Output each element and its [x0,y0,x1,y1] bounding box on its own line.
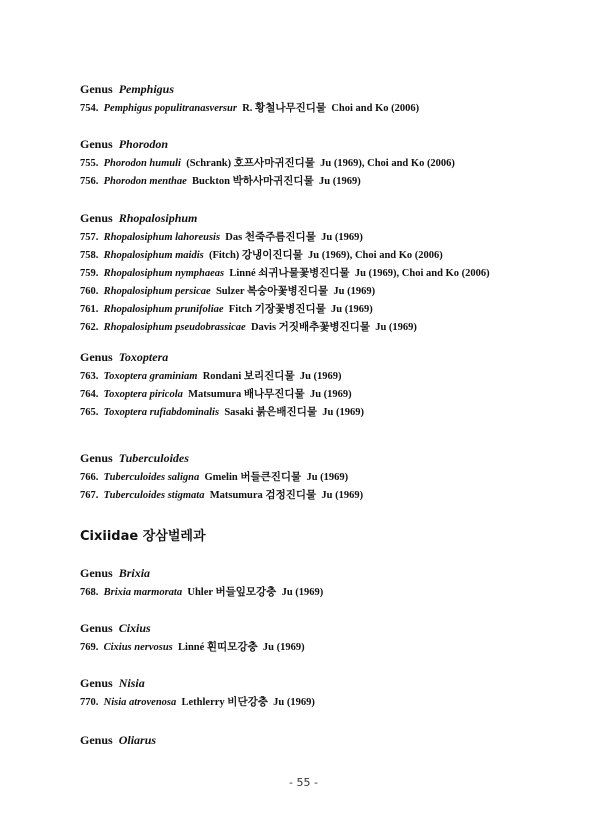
author-name: Rondani [202,371,242,382]
scientific-name: Rhopalosiphum persicae [103,286,211,297]
korean-name: 천죽주름진디물 [244,231,316,243]
author-name: Sulzer [215,286,245,297]
korean-name: 흰띠모강충 [206,641,258,653]
genus-prefix: Genus [80,676,113,690]
korean-name: 비단강충 [227,696,268,708]
author-name: Davis [250,322,277,333]
entry-number: 766. [80,472,99,483]
reference: Ju (1969) [309,389,352,400]
korean-name: 배나무진디물 [243,388,305,400]
scientific-name: Phorodon menthae [103,176,187,187]
scientific-name: Toxoptera rufiabdominalis [103,407,220,418]
genus-prefix: Genus [80,451,113,465]
species-entry [80,247,443,262]
entry-number: 765. [80,407,99,418]
genus-prefix: Genus [80,137,113,151]
author-name: R. [242,103,253,114]
korean-name: 황철나무진디물 [255,102,327,114]
genus-heading [80,451,189,466]
genus-prefix: Genus [80,733,113,747]
genus-heading [80,211,197,226]
korean-name: 기장꽃병진디물 [254,303,326,315]
species-entry [80,265,490,280]
korean-name: 쇠귀나물꽃병진디물 [258,267,350,279]
reference: Ju (1969) [299,371,342,382]
entry-number: 754. [80,103,99,114]
korean-name: 붉은배진디물 [256,406,317,418]
genus-prefix: Genus [80,350,113,364]
genus-prefix: Genus [80,211,113,225]
korean-name: 박하사마귀진디물 [232,175,314,187]
reference: Ju (1969) [306,472,349,483]
entry-number: 761. [80,304,99,315]
genus-name: Nisia [118,676,145,690]
species-entry [80,155,455,170]
species-entry [80,301,373,316]
species-entry [80,283,375,298]
author-name: Lethlerry [181,697,225,708]
species-entry [80,368,342,383]
reference: Ju (1969), Choi and Ko (2006) [354,268,490,279]
entry-number: 769. [80,642,99,653]
scientific-name: Rhopalosiphum pseudobrassicae [103,322,246,333]
reference: Ju (1969) [321,490,364,501]
author-name: Linné [178,642,205,653]
reference: Ju (1969) [333,286,376,297]
entry-number: 770. [80,697,99,708]
author-name: Das [225,232,243,243]
species-entry [80,173,361,188]
species-entry [80,487,363,502]
reference: Ju (1969) [281,587,324,598]
entry-number: 763. [80,371,99,382]
reference: Choi and Ko (2006) [331,103,420,114]
scientific-name: Tuberculoides saligna [103,472,200,483]
scientific-name: Rhopalosiphum lahoreusis [103,232,221,243]
entry-number: 768. [80,587,99,598]
author-name: Sasaki [224,407,254,418]
species-entry [80,469,348,484]
family-heading: Cixiidae 장삼벌레과 [80,529,206,544]
genus-heading [80,566,150,581]
genus-name: Phorodon [118,137,169,151]
entry-number: 762. [80,322,99,333]
species-entry [80,584,323,599]
genus-name: Pemphigus [118,82,175,96]
reference: Ju (1969), Choi and Ko (2006) [308,250,443,261]
reference: Ju (1969) [318,176,361,187]
genus-prefix: Genus [80,82,113,96]
korean-name: 버들잎모강충 [215,586,277,598]
author-name: Buckton [192,176,230,187]
korean-name: 강냉이진디물 [241,249,303,261]
genus-heading [80,82,174,97]
reference: Ju (1969) [331,304,373,315]
genus-heading [80,137,168,152]
scientific-name: Toxoptera graminiam [103,371,198,382]
genus-heading [80,676,145,691]
reference: Ju (1969) [321,232,363,243]
genus-name: Toxoptera [118,350,169,364]
entry-number: 756. [80,176,99,187]
author-name: Fitch [228,304,253,315]
entry-number: 758. [80,250,99,261]
genus-heading [80,350,168,365]
genus-prefix: Genus [80,621,113,635]
entry-number: 757. [80,232,99,243]
genus-heading [80,733,156,748]
page-number: - 55 - [289,776,318,789]
species-entry [80,404,364,419]
genus-prefix: Genus [80,566,113,580]
scientific-name: Cixius nervosus [103,642,173,653]
author-name: Linné [229,268,256,279]
scientific-name: Rhopalosiphum prunifoliae [103,304,224,315]
genus-name: Brixia [118,566,151,580]
scientific-name: Tuberculoides stigmata [103,490,205,501]
entry-number: 764. [80,389,99,400]
species-entry [80,229,363,244]
reference: Ju (1969) [322,407,364,418]
genus-name: Cixius [118,621,151,635]
species-entry [80,100,419,115]
korean-name: 버들큰진디물 [240,471,302,483]
genus-name: Oliarus [118,733,157,747]
korean-name: 검정진디물 [265,489,317,501]
korean-name: 호프사마귀진디물 [233,157,315,169]
scientific-name: Brixia marmorata [103,587,183,598]
scientific-name: Rhopalosiphum nymphaeas [103,268,225,279]
scientific-name: Toxoptera piricola [103,389,183,400]
scientific-name: Rhopalosiphum maidis [103,250,204,261]
author-name: (Fitch) [208,250,240,261]
scientific-name: Nisia atrovenosa [103,697,177,708]
korean-name: 보리진디물 [243,370,295,382]
entry-number: 760. [80,286,99,297]
reference: Ju (1969), Choi and Ko (2006) [320,158,455,169]
species-entry [80,386,352,401]
reference: Ju (1969) [273,697,315,708]
korean-name: 거짓배추꽃병진디물 [278,321,370,333]
author-name: Uhler [187,587,213,598]
species-entry [80,319,417,334]
entry-number: 755. [80,158,99,169]
genus-name: Rhopalosiphum [118,211,198,225]
author-name: Matsumura [209,490,263,501]
author-name: (Schrank) [186,158,232,169]
author-name: Matsumura [188,389,242,400]
species-entry [80,639,305,654]
korean-name: 복숭아꽃병진디물 [246,285,329,297]
reference: Ju (1969) [262,642,305,653]
entry-number: 759. [80,268,99,279]
entry-number: 767. [80,490,99,501]
author-name: Gmelin [204,472,238,483]
genus-heading [80,621,151,636]
scientific-name: Pemphigus populitranasversur [103,103,237,114]
genus-name: Tuberculoides [118,451,189,465]
species-entry [80,694,315,709]
reference: Ju (1969) [375,322,417,333]
scientific-name: Phorodon humuli [103,158,181,169]
